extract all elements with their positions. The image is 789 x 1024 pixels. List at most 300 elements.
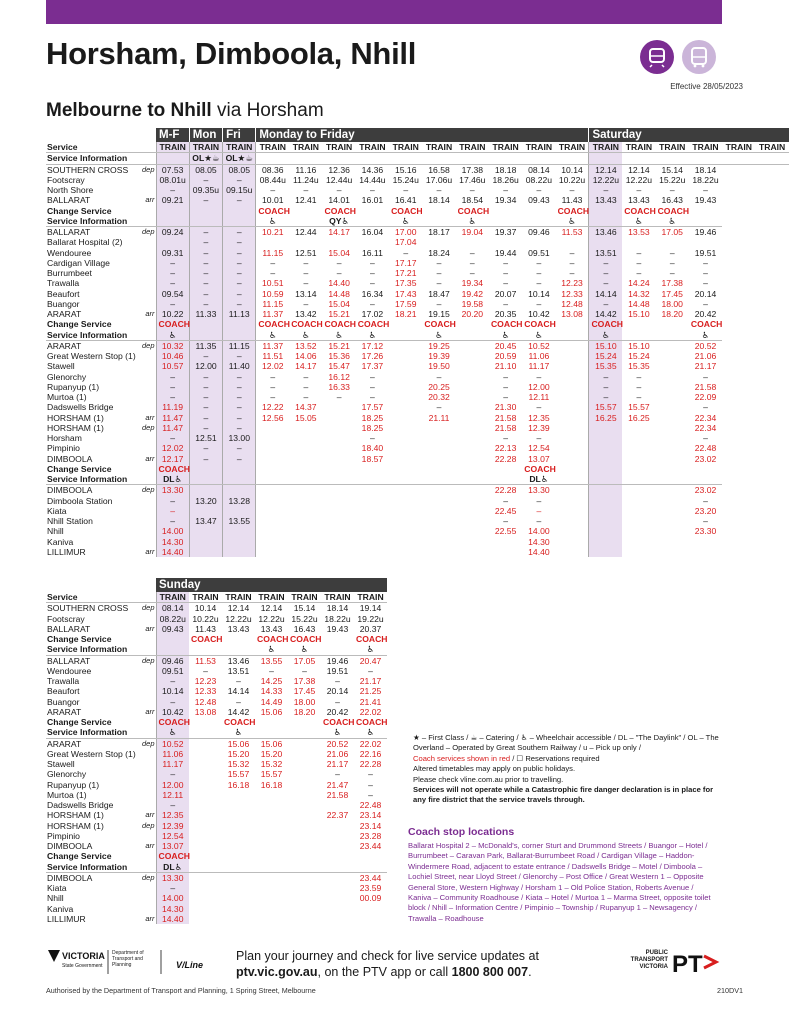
time-cell — [289, 153, 322, 164]
time-cell — [322, 516, 355, 526]
time-cell — [223, 330, 256, 341]
time-cell — [255, 893, 288, 903]
table-row — [46, 707, 387, 717]
time-cell: 11.53 — [561, 227, 583, 237]
time-cell — [656, 153, 689, 164]
time-cell — [189, 526, 222, 536]
time-cell: 14.32 — [628, 288, 650, 299]
arr-dep-label — [134, 330, 156, 341]
time-cell: 14.14 — [227, 686, 250, 697]
station-name: Change Service — [47, 319, 112, 330]
time-cell: 23.14 — [359, 820, 382, 831]
time-cell: 12.22u — [225, 613, 252, 624]
time-cell: – — [536, 433, 542, 443]
time-cell — [656, 361, 689, 371]
time-cell — [288, 810, 321, 820]
time-cell: 16.58 — [428, 164, 450, 175]
time-cell — [389, 392, 422, 402]
time-cell: 10.57 — [156, 361, 189, 371]
time-cell: 09.46 — [156, 655, 189, 666]
table-row — [46, 268, 789, 278]
time-cell — [156, 153, 189, 164]
catastrophic-note: Services will not operate while a Catastrophic fire danger declaration is in place for any fire district that the service travels through. — [413, 785, 714, 805]
time-cell: – — [156, 496, 189, 506]
time-cell: ♿ — [322, 330, 355, 341]
time-cell: – — [189, 351, 222, 361]
station-name: Rupanyup (1) — [47, 779, 100, 790]
table-row — [46, 216, 789, 227]
time-cell — [389, 443, 422, 453]
time-cell: 15.14 — [661, 164, 683, 175]
time-cell: – — [189, 268, 222, 278]
time-cell: COACH — [224, 717, 256, 727]
time-cell — [556, 382, 589, 392]
table-row — [46, 666, 387, 676]
time-cell: 21.25 — [359, 686, 382, 697]
station-name: HORSHAM (1) — [47, 422, 104, 433]
time-cell: 11.35 — [189, 340, 222, 351]
time-cell: – — [335, 696, 340, 707]
time-cell: COACH — [191, 634, 223, 644]
time-cell — [289, 506, 322, 516]
time-cell: 13.42 — [295, 309, 317, 319]
time-cell: 10.52 — [528, 340, 550, 351]
time-cell: 15.04 — [328, 247, 350, 258]
time-cell: 11.51 — [256, 351, 289, 361]
station-name: Footscray — [47, 174, 85, 185]
coach-stops-text: Ballarat Hospital 2 – McDonald's, corner Sturt and Drummond Streets / Buangor – Hotel / Burrumbeet – Caravan Park, Ballarat-Burrumbeet Road / Cardigan Village – Haddon-Windermere Road, adjacent to estate entrance / Dadswells Bridge – Motel / Dimboola – Lochiel Street, near Lloyd Street / Glenorchy – Post Office / Great Western 1 – Opposite General Store, Western Highway / Horsham 1 – Old Police Station, Roberts Avenue / Kaniva – Community Roadhouse / Kiata – Hotel / Murtoa 1 – Marma Street, opposite toilet block / Nhill – Information Centre / Pimpinio – Township / Rupanyup 1 – Newsagency / Trawalla – Roadhouse — [408, 841, 711, 923]
time-cell — [256, 454, 289, 464]
time-cell — [622, 454, 655, 464]
time-cell: – — [156, 258, 189, 268]
time-cell: 18.18 — [494, 164, 517, 175]
time-cell: 19.51 — [694, 247, 717, 258]
plan-journey — [236, 948, 539, 980]
time-cell — [356, 485, 389, 496]
station-name: Trawalla — [47, 278, 80, 289]
time-cell — [656, 464, 689, 474]
time-cell — [289, 454, 322, 464]
time-cell — [289, 206, 322, 216]
time-cell — [288, 904, 321, 914]
table-row — [46, 372, 789, 382]
station-name: BALLARAT — [47, 195, 91, 206]
station-name: ARARAT — [47, 738, 82, 749]
time-cell: 08.01u — [156, 175, 189, 185]
time-cell: 14.42 — [589, 309, 622, 319]
time-cell — [622, 443, 655, 453]
time-cell — [288, 893, 321, 903]
time-cell: 15.24 — [589, 351, 622, 361]
time-cell: 15.22u — [659, 174, 686, 185]
time-cell — [422, 526, 455, 536]
time-cell — [288, 831, 321, 841]
station-name: Dadswells Bridge — [47, 800, 114, 810]
time-cell: 15.35 — [628, 361, 650, 372]
arr-dep-label — [134, 676, 156, 686]
station-name: Change Service — [47, 463, 112, 474]
arr-dep-label — [134, 790, 156, 800]
time-cell: – — [223, 289, 256, 299]
arr-dep-label — [134, 780, 156, 790]
time-cell: 13.43 — [589, 195, 622, 205]
time-cell: – — [436, 185, 442, 195]
time-cell — [389, 516, 422, 526]
time-cell: – — [703, 185, 708, 195]
arr-dep-label: arr — [145, 195, 155, 205]
time-cell: – — [189, 443, 222, 453]
time-cell: – — [223, 454, 256, 464]
time-cell: 17.04 — [394, 237, 417, 248]
time-cell — [189, 821, 222, 831]
time-cell: 15.22u — [291, 613, 318, 624]
time-cell: ♿ — [389, 216, 422, 227]
time-cell — [189, 759, 222, 769]
table-row — [46, 893, 387, 903]
time-cell — [422, 153, 455, 164]
time-cell: 18.20 — [293, 706, 316, 717]
time-cell: 22.09 — [694, 392, 717, 402]
time-cell — [255, 831, 288, 841]
time-cell — [656, 474, 689, 485]
time-cell: 21.17 — [694, 361, 717, 372]
legend-text: ★ – First Class / ☕ – Catering / ♿ – Wheelchair accessible / DL – "The Daylink" / OL – The Overland – Operated by Great Southern Railway / u – Pick up only / — [413, 733, 719, 753]
time-cell: 13.51 — [227, 665, 250, 676]
time-cell: 08.05 — [223, 164, 256, 175]
time-cell: 16.04 — [361, 227, 384, 237]
time-cell — [589, 216, 622, 227]
time-cell: TRAIN — [389, 142, 422, 153]
time-cell: – — [536, 402, 542, 413]
time-cell — [189, 319, 222, 329]
time-cell — [622, 485, 655, 496]
time-cell: 13.08 — [561, 309, 583, 319]
time-cell: 13.55 — [260, 655, 283, 666]
route-subtitle — [46, 100, 324, 122]
train-icon — [640, 40, 674, 74]
time-cell — [189, 851, 222, 861]
time-cell: – — [703, 402, 708, 413]
time-cell — [255, 904, 288, 914]
time-cell: – — [636, 268, 642, 278]
time-cell — [389, 423, 422, 433]
time-cell: 19.04 — [461, 227, 484, 237]
time-cell: 11.17 — [528, 361, 550, 372]
time-cell: 10.59 — [256, 289, 289, 299]
station-name: Service Information — [46, 862, 134, 873]
time-cell: 12.23 — [194, 676, 217, 686]
time-cell: – — [370, 268, 375, 278]
arr-dep-label — [134, 592, 156, 603]
time-cell: – — [189, 175, 222, 185]
time-cell: 21.30 — [494, 402, 517, 413]
time-cell: ♿ — [689, 330, 722, 341]
time-cell: 15.20 — [260, 748, 283, 759]
time-cell — [589, 547, 622, 557]
time-cell — [389, 319, 422, 329]
station-name: DIMBOOLA — [47, 841, 93, 851]
time-cell: 09.51 — [528, 247, 550, 258]
arr-dep-label — [134, 506, 156, 516]
time-cell — [321, 634, 354, 644]
time-cell — [556, 319, 589, 329]
arr-dep-label: dep — [141, 872, 155, 882]
time-cell — [589, 485, 622, 496]
time-cell: COACH — [324, 319, 356, 330]
time-cell — [321, 883, 354, 893]
table-row — [46, 433, 789, 443]
time-cell: 17.17 — [394, 257, 417, 268]
time-cell — [189, 749, 222, 759]
time-cell — [556, 330, 589, 341]
time-cell: 17.38 — [661, 278, 683, 289]
time-cell — [589, 153, 622, 164]
time-cell: – — [703, 257, 708, 268]
time-cell: – — [636, 392, 642, 402]
time-cell — [556, 537, 589, 547]
time-cell: – — [303, 185, 309, 195]
time-cell: 13.08 — [194, 706, 217, 717]
time-cell: 09.35u — [189, 185, 222, 195]
time-cell: 15.57 — [589, 402, 622, 412]
time-cell: 14.17 — [328, 227, 350, 237]
time-cell: 13.46 — [227, 655, 250, 666]
time-cell — [356, 206, 389, 216]
time-cell: – — [536, 185, 542, 195]
time-cell: – — [223, 227, 256, 238]
time-cell — [422, 516, 455, 526]
station-name: SOUTHERN CROSS — [47, 164, 129, 175]
time-cell: – — [536, 257, 542, 268]
time-cell: – — [368, 769, 373, 780]
time-cell — [288, 717, 321, 727]
time-cell: 22.37 — [326, 810, 349, 821]
time-cell — [589, 474, 622, 485]
station-name: Change Service — [47, 205, 112, 216]
time-cell: 22.55 — [494, 526, 517, 537]
time-cell — [189, 644, 222, 655]
ptv-website-link[interactable]: ptv.vic.gov.au — [236, 965, 318, 979]
table-row — [46, 351, 789, 361]
time-cell: 15.10 — [589, 340, 622, 351]
arr-dep-label — [134, 634, 156, 644]
station-name: Nhill Station — [47, 516, 93, 526]
time-cell — [522, 153, 555, 164]
time-cell: – — [189, 454, 222, 464]
time-cell: 10.46 — [156, 351, 189, 361]
station-name: Service Information — [46, 153, 134, 164]
time-cell — [389, 351, 422, 361]
time-cell: 13.30 — [156, 485, 189, 496]
arr-dep-label: dep — [141, 340, 155, 350]
time-cell: 15.05 — [295, 412, 317, 423]
time-cell: – — [303, 371, 309, 382]
time-cell: 13.28 — [223, 496, 256, 506]
time-cell — [322, 474, 355, 485]
time-cell — [321, 800, 354, 810]
time-cell: 18.00 — [293, 696, 316, 707]
time-cell: 14.06 — [295, 351, 317, 361]
time-cell: 20.32 — [428, 392, 450, 402]
time-cell — [189, 893, 222, 903]
station-name: Nhill — [47, 526, 64, 537]
time-cell: 09.21 — [156, 195, 189, 205]
time-cell: – — [189, 289, 222, 299]
time-cell: – — [436, 371, 442, 382]
footer-logos — [46, 946, 216, 986]
time-cell: TRAIN — [222, 592, 255, 603]
time-cell — [289, 423, 322, 433]
station-name: DIMBOOLA — [47, 485, 93, 496]
station-name: Kaniva — [47, 903, 74, 914]
time-cell — [356, 474, 389, 485]
time-cell — [589, 206, 622, 216]
time-cell: 08.22u — [156, 614, 189, 624]
time-cell — [556, 443, 589, 453]
time-cell: 15.57 — [260, 769, 283, 780]
time-cell — [289, 526, 322, 536]
time-cell — [722, 153, 755, 164]
time-cell: 23.20 — [694, 505, 717, 516]
time-cell: 11.37 — [256, 340, 289, 351]
table-row — [46, 614, 387, 624]
station-name: Service Information — [46, 330, 134, 341]
time-cell: – — [669, 257, 675, 268]
time-cell — [288, 749, 321, 759]
time-cell: – — [368, 779, 373, 790]
time-cell: 21.17 — [359, 676, 382, 686]
time-cell — [389, 402, 422, 412]
time-cell — [189, 206, 222, 216]
day-group-label: Fri — [223, 128, 256, 142]
time-cell — [189, 464, 222, 474]
time-cell — [389, 547, 422, 557]
time-cell: TRAIN — [689, 142, 722, 153]
time-cell: – — [156, 697, 189, 707]
time-cell — [321, 914, 354, 924]
time-cell: – — [589, 258, 622, 268]
time-cell: ♿ — [156, 330, 189, 341]
time-cell — [222, 821, 255, 831]
arr-dep-label — [134, 268, 156, 278]
time-cell — [389, 361, 422, 371]
time-cell: 14.48 — [628, 298, 650, 309]
arr-dep-label — [134, 278, 156, 288]
station-name: Service Information — [46, 727, 134, 738]
time-cell: 12.14 — [260, 603, 283, 614]
time-cell: 09.43 — [528, 195, 550, 206]
time-cell — [556, 516, 589, 526]
time-cell — [189, 800, 222, 810]
time-cell: – — [436, 257, 442, 268]
time-cell: DL♿ — [156, 862, 189, 873]
time-cell: ♿ — [256, 330, 289, 341]
time-cell: 18.25 — [361, 412, 384, 423]
time-cell — [356, 506, 389, 516]
time-cell: – — [636, 371, 642, 382]
time-cell: 22.16 — [359, 748, 382, 759]
time-cell — [556, 496, 589, 506]
time-cell: 16.01 — [361, 195, 384, 206]
time-cell: – — [569, 185, 575, 195]
time-cell: – — [469, 268, 475, 278]
time-cell — [288, 780, 321, 790]
time-cell: 20.20 — [461, 309, 484, 319]
time-cell: – — [189, 392, 222, 402]
time-cell: 14.14 — [589, 289, 622, 299]
time-cell: 20.45 — [494, 340, 517, 351]
time-cell: – — [223, 299, 256, 309]
table-row — [46, 749, 387, 759]
time-cell: 14.48 — [328, 288, 350, 299]
time-cell — [256, 547, 289, 557]
time-cell: 14.25 — [260, 676, 283, 686]
time-cell — [222, 831, 255, 841]
arr-dep-label — [134, 697, 156, 707]
time-cell: – — [536, 268, 542, 278]
time-cell: 17.57 — [361, 402, 384, 413]
time-cell: 20.59 — [494, 351, 517, 361]
time-cell: 22.02 — [359, 738, 382, 749]
table-row — [46, 402, 789, 412]
time-cell: – — [189, 278, 222, 288]
time-cell — [656, 496, 689, 506]
time-cell: 13.00 — [223, 433, 256, 443]
time-cell — [389, 496, 422, 506]
time-cell — [755, 153, 788, 164]
station-name: Buangor — [47, 298, 80, 309]
time-cell: – — [336, 257, 342, 268]
arr-dep-label — [134, 614, 156, 624]
ptv-phone[interactable]: 1800 800 007 — [451, 965, 529, 979]
time-cell — [289, 433, 322, 443]
time-cell — [223, 547, 256, 557]
time-cell: 17.12 — [361, 340, 384, 351]
table-row — [46, 655, 387, 666]
time-cell: 12.11 — [156, 790, 189, 800]
time-cell: COACH — [524, 319, 556, 330]
time-cell: COACH — [589, 319, 622, 329]
table-row — [46, 800, 387, 810]
time-cell — [223, 474, 256, 485]
time-cell: 19.25 — [428, 340, 450, 351]
day-group-label: Monday to Friday — [256, 128, 589, 142]
time-cell: TRAIN — [189, 142, 222, 153]
time-cell — [689, 206, 722, 216]
time-cell — [556, 402, 589, 412]
time-cell: 21.10 — [494, 361, 517, 372]
time-cell — [222, 914, 255, 924]
time-cell: – — [503, 298, 508, 309]
time-cell: 18.47 — [428, 288, 450, 299]
time-cell: 11.15 — [256, 299, 289, 309]
time-cell: TRAIN — [656, 142, 689, 153]
vline-logo: V/Line — [176, 960, 204, 970]
dtp-logo-text: Department of Transport and Planning — [112, 950, 144, 968]
station-name: Dadswells Bridge — [47, 402, 114, 413]
time-cell: – — [336, 268, 342, 278]
time-cell: 19.37 — [494, 227, 517, 237]
time-cell — [456, 526, 489, 536]
time-cell: – — [469, 185, 475, 195]
altered-note: Altered timetables may apply on public holidays. — [413, 764, 576, 774]
time-cell: ♿ — [354, 727, 387, 738]
time-cell — [589, 454, 622, 464]
time-cell — [656, 413, 689, 423]
time-cell — [189, 780, 222, 790]
time-cell — [256, 526, 289, 536]
station-name: Glenorchy — [47, 769, 87, 780]
